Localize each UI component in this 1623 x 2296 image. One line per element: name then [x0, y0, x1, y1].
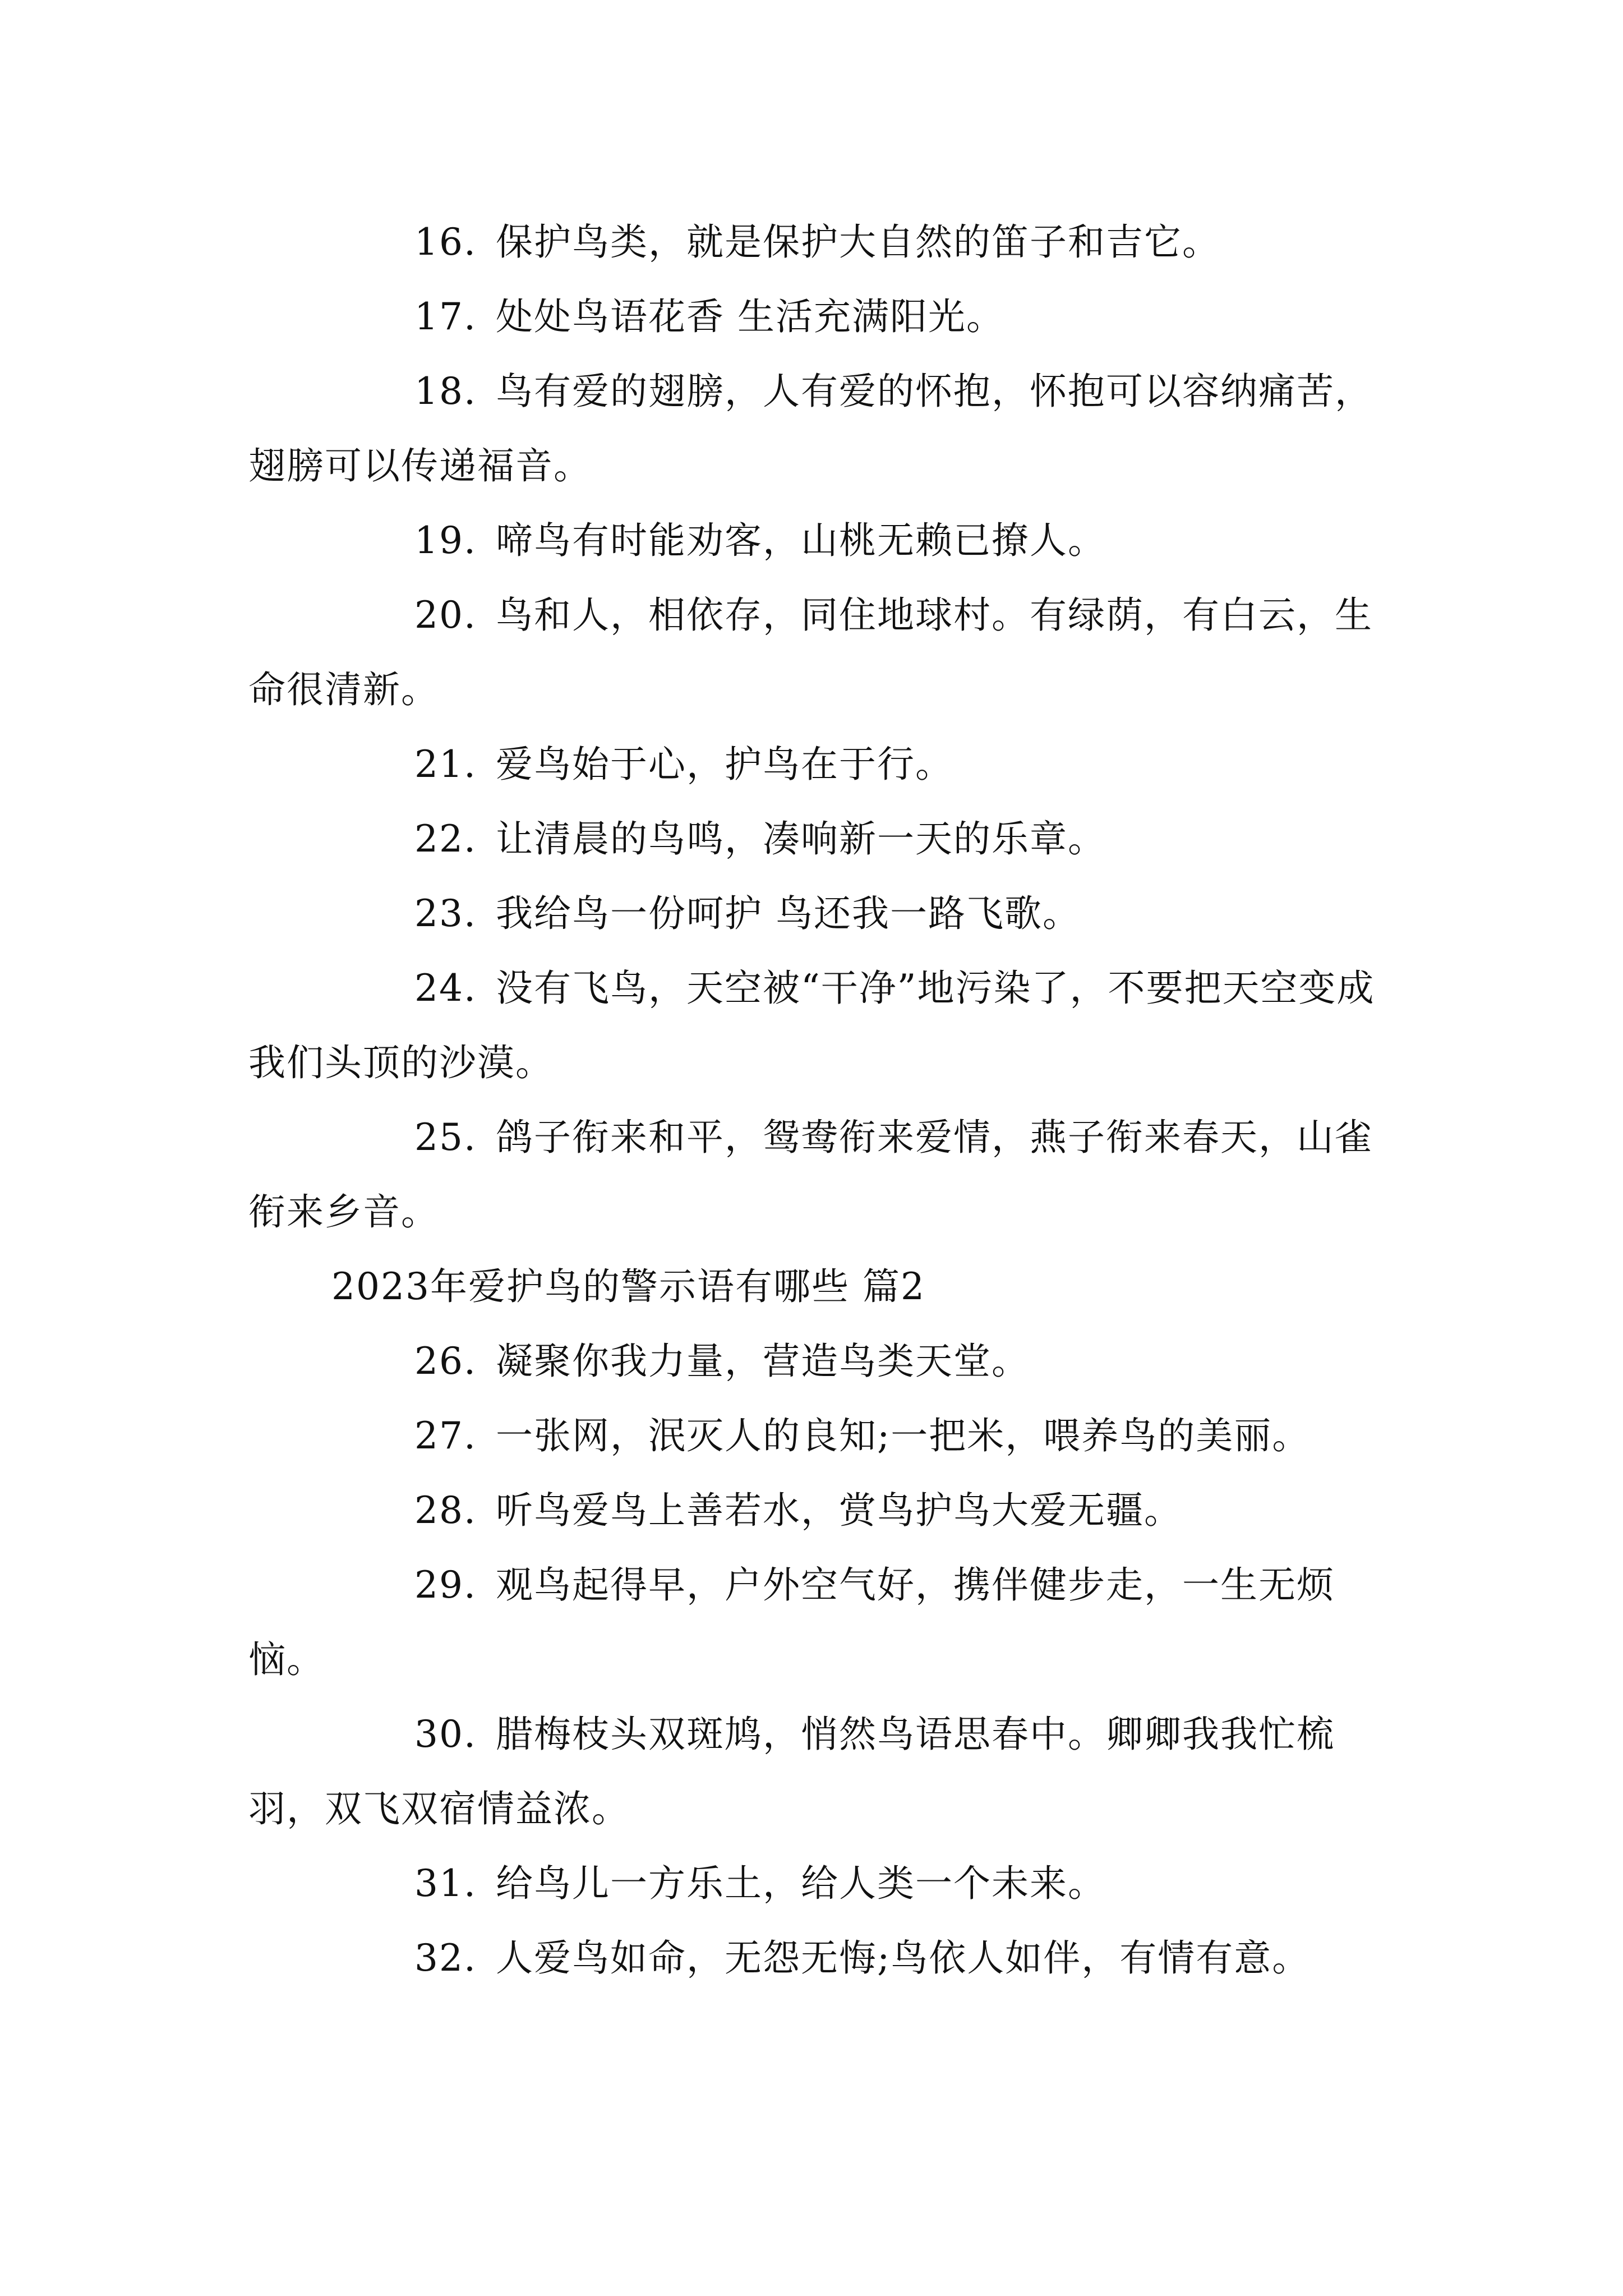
- list-item: [248, 1398, 1376, 1473]
- list-item: [248, 727, 1376, 802]
- list-item: [248, 503, 1376, 578]
- item-text: 腊梅枝头双斑鸠，悄然鸟语思春中。卿卿我我忙梳羽，双飞双宿情益浓。: [248, 1713, 1335, 1830]
- list-item: [248, 578, 1376, 727]
- item-number: 28.: [414, 1489, 477, 1532]
- item-text: 给鸟儿一方乐土，给人类一个未来。: [495, 1862, 1106, 1905]
- item-text: 保护鸟类，就是保护大自然的笛子和吉它。: [495, 220, 1220, 264]
- item-number: 26.: [414, 1340, 477, 1383]
- item-number: 22.: [414, 817, 477, 861]
- item-text: 让清晨的鸟鸣，凑响新一天的乐章。: [495, 817, 1106, 861]
- item-number: 32.: [414, 1936, 477, 1980]
- item-number: 29.: [414, 1563, 477, 1607]
- list-item: [248, 1473, 1376, 1548]
- list-item: [248, 1846, 1376, 1921]
- item-text: 鸟和人，相依存，同住地球村。有绿荫，有白云，生命很清新。: [248, 593, 1373, 711]
- document-body: [248, 205, 1376, 1995]
- item-number: 21.: [414, 743, 477, 786]
- list-item: [248, 1548, 1376, 1697]
- list-item: [248, 951, 1376, 1100]
- list-item: [248, 354, 1376, 503]
- item-text: 听鸟爱鸟上善若水，赏鸟护鸟大爱无疆。: [495, 1489, 1182, 1532]
- list-item: [248, 1324, 1376, 1398]
- item-number: 27.: [414, 1414, 477, 1457]
- item-number: 30.: [414, 1713, 477, 1756]
- list-item: [248, 279, 1376, 354]
- item-number: 20.: [414, 593, 477, 637]
- item-text: 人爱鸟如命，无怨无悔;鸟依人如伴，有情有意。: [495, 1936, 1311, 1980]
- item-number: 18.: [414, 370, 477, 413]
- list-item: [248, 1100, 1376, 1249]
- item-number: 16.: [414, 220, 477, 264]
- item-text: 鸟有爱的翅膀，人有爱的怀抱，怀抱可以容纳痛苦，翅膀可以传递福音。: [248, 370, 1373, 487]
- list-item: [248, 1921, 1376, 1995]
- item-text: 处处鸟语花香 生活充满阳光。: [495, 295, 1004, 338]
- list-item: [248, 802, 1376, 876]
- item-number: 24.: [414, 967, 477, 1010]
- section-heading: [248, 1249, 1376, 1324]
- item-text: 一张网，泯灭人的良知;一把米，喂养鸟的美丽。: [495, 1414, 1311, 1457]
- item-text: 爱鸟始于心，护鸟在于行。: [495, 743, 953, 786]
- item-text: 鸽子衔来和平，鸳鸯衔来爱情，燕子衔来春天，山雀衔来乡音。: [248, 1116, 1373, 1234]
- list-item: [248, 876, 1376, 951]
- item-text: 我给鸟一份呵护 鸟还我一路飞歌。: [495, 892, 1081, 935]
- item-text: 没有飞鸟，天空被“干净”地污染了，不要把天空变成我们头顶的沙漠。: [248, 967, 1375, 1084]
- item-text: 啼鸟有时能劝客，山桃无赖已撩人。: [495, 519, 1106, 562]
- list-item: [248, 205, 1376, 279]
- item-number: 31.: [414, 1862, 477, 1905]
- section-heading-text: 2023年爱护鸟的警示语有哪些 篇2: [331, 1265, 925, 1308]
- list-item: [248, 1697, 1376, 1846]
- item-text: 凝聚你我力量，营造鸟类天堂。: [495, 1340, 1030, 1383]
- item-text: 观鸟起得早，户外空气好，携伴健步走，一生无烦恼。: [248, 1563, 1335, 1681]
- item-number: 25.: [414, 1116, 477, 1159]
- item-number: 23.: [414, 892, 477, 935]
- item-number: 19.: [414, 519, 477, 562]
- item-number: 17.: [414, 295, 477, 338]
